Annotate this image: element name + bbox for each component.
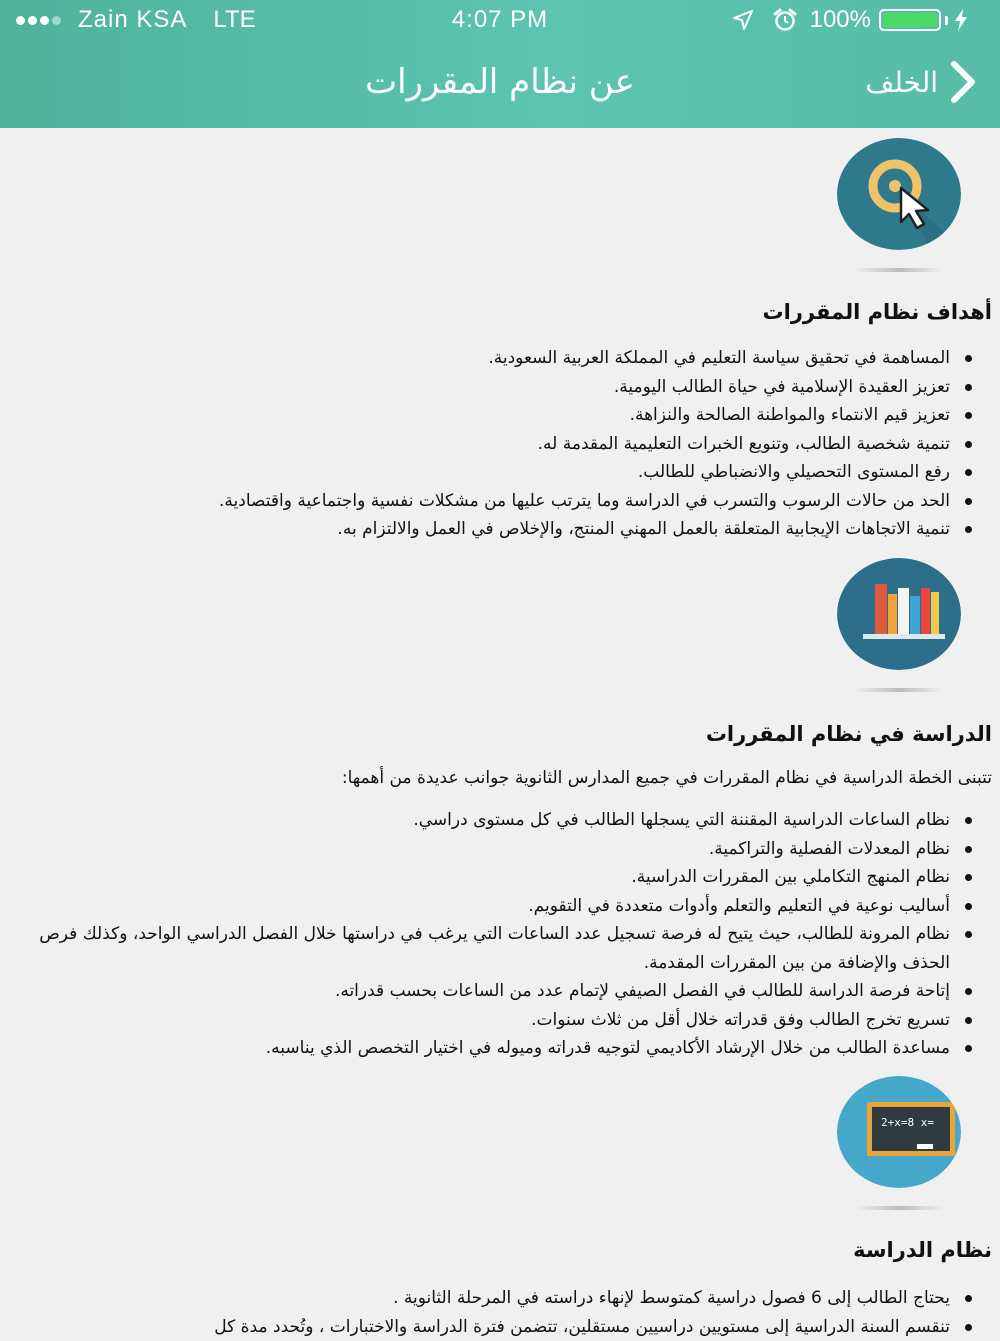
back-button-label: الخلف <box>865 66 938 99</box>
charging-bolt-icon <box>954 9 968 31</box>
list-item: نظام المنهج التكاملي بين المقررات الدراسية. <box>20 863 974 892</box>
icon-shadow <box>854 688 944 692</box>
list-item: نظام المرونة للطالب، حيث يتيح له فرصة تسجيل عدد الساعات التي يرغب في دراستها خلال الفصل الدراسي الواحد، وكذلك فرص الحذف والإضافة من بين المقررات المقدمة. <box>20 920 974 977</box>
list-item: تسريع تخرج الطالب وفق قدراته خلال أقل من ثلاث سنوات. <box>20 1006 974 1035</box>
list-item: المساهمة في تحقيق سياسة التعليم في المملكة العربية السعودية. <box>20 344 974 373</box>
list-item: تنمية شخصية الطالب، وتنويع الخبرات التعليمية المقدمة له. <box>20 430 974 459</box>
goals-list <box>20 344 974 544</box>
section-title-study: الدراسة في نظام المقررات <box>706 722 992 746</box>
study-list <box>20 806 974 1063</box>
list-item: أساليب نوعية في التعليم والتعلم وأدوات متعددة في التقويم. <box>20 892 974 921</box>
list-item: مساعدة الطالب من خلال الإرشاد الأكاديمي لتوجيه قدراته وميوله في اختيار التخصص الذي يناسبه. <box>20 1034 974 1063</box>
carrier-name: Zain KSA <box>78 6 187 34</box>
list-item: تنمية الاتجاهات الإيجابية المتعلقة بالعمل المهني المنتج، والإخلاص في العمل والالتزام به. <box>20 515 974 544</box>
list-item: تعزيز قيم الانتماء والمواطنة الصالحة والنزاهة. <box>20 401 974 430</box>
section-title-system: نظام الدراسة <box>853 1238 992 1262</box>
chalkboard-icon <box>837 1076 961 1188</box>
status-bar <box>0 0 1000 42</box>
icon-shadow <box>854 268 944 272</box>
section-study-icon-wrap <box>837 558 961 692</box>
list-item: تنقسم السنة الدراسية إلى مستويين دراسيين مستقلين، تتضمن فترة الدراسة والاختبارات ، وتُحدد مدة كل <box>20 1313 974 1341</box>
icon-shadow <box>854 1206 944 1210</box>
books-icon <box>837 558 961 670</box>
section-goals-icon-wrap <box>837 138 961 272</box>
list-item: إتاحة فرصة الدراسة للطالب في الفصل الصيفي لإتمام عدد من الساعات بحسب قدراته. <box>20 977 974 1006</box>
alarm-clock-icon <box>772 8 798 32</box>
back-button[interactable] <box>865 60 978 104</box>
section-system-icon-wrap <box>837 1076 961 1210</box>
target-cursor-icon <box>837 138 961 250</box>
network-type: LTE <box>213 6 255 34</box>
list-item: الحد من حالات الرسوب والتسرب في الدراسة وما يترتب عليها من مشكلات نفسية واجتماعية واقتصادية. <box>20 487 974 516</box>
chevron-right-icon <box>948 60 978 104</box>
list-item: نظام المعدلات الفصلية والتراكمية. <box>20 835 974 864</box>
study-intro-text: تتبنى الخطة الدراسية في نظام المقررات في جميع المدارس الثانوية جوانب عديدة من أهمها: <box>10 768 992 788</box>
battery-icon <box>879 9 941 31</box>
list-item: يحتاج الطالب إلى 6 فصول دراسية كمتوسط لإنهاء دراسته في المرحلة الثانوية . <box>20 1284 974 1313</box>
battery-percentage: 100% <box>810 6 871 34</box>
section-title-goals: أهداف نظام المقررات <box>763 300 992 324</box>
list-item: نظام الساعات الدراسية المقننة التي يسجلها الطالب في كل مستوى دراسي. <box>20 806 974 835</box>
page-title: عن نظام المقررات <box>0 62 1000 102</box>
chalkboard-text: 2+x=8 x= <box>881 1116 934 1129</box>
navigation-header <box>0 0 1000 128</box>
list-item: رفع المستوى التحصيلي والانضباطي للطالب. <box>20 458 974 487</box>
location-arrow-icon <box>732 9 754 31</box>
list-item: تعزيز العقيدة الإسلامية في حياة الطالب اليومية. <box>20 373 974 402</box>
system-list <box>20 1284 974 1341</box>
status-time: 4:07 PM <box>0 6 1000 34</box>
